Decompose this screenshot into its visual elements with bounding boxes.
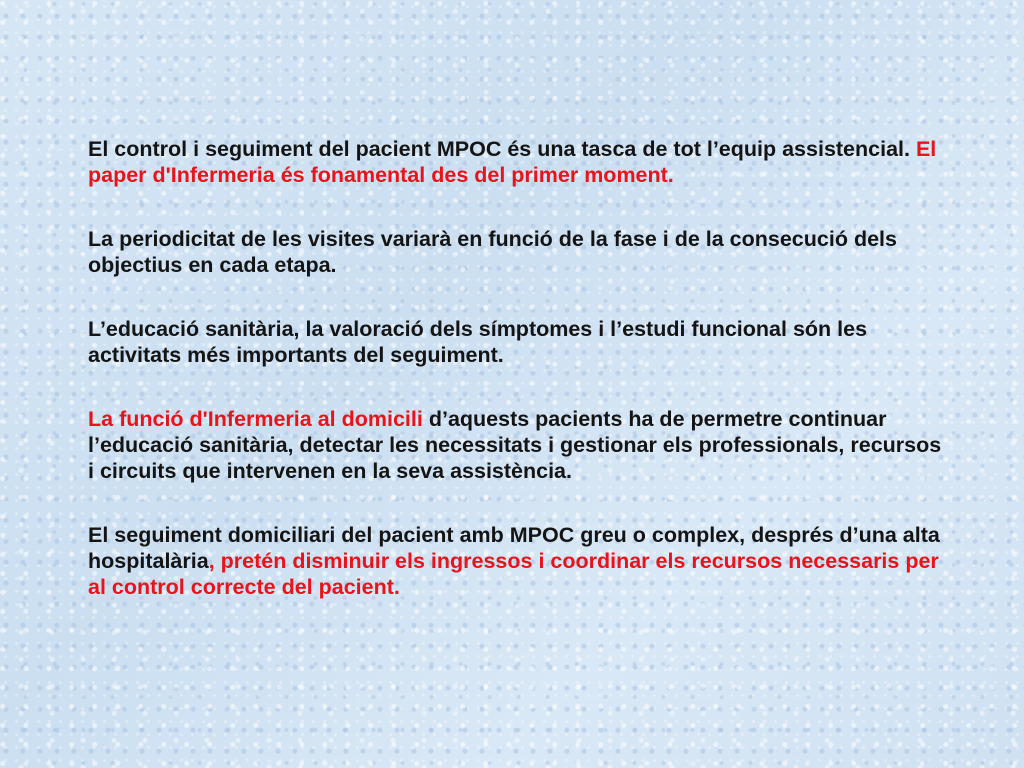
paragraph-3: [88, 316, 948, 368]
paragraph-5-highlight: , pretén disminuir els ingressos i coordinar els recursos necessaris per al control correcte del pacient.: [88, 549, 939, 599]
slide-content: [88, 136, 948, 638]
paragraph-5-text: El seguiment domiciliari del pacient amb MPOC greu o complex, després d’una alta hospitalària: [88, 523, 940, 573]
paragraph-4: [88, 406, 948, 484]
paragraph-4-text: d’aquests pacients ha de permetre continuar l’educació sanitària, detectar les necessitats i gestionar els professionals, recursos i circuits que intervenen en la seva assistència.: [88, 407, 942, 483]
paragraph-4-highlight: La funció d'Infermeria al domicili: [88, 407, 423, 431]
paragraph-3-text: L’educació sanitària, la valoració dels símptomes i l’estudi funcional són les activitats més importants del seguiment.: [88, 317, 868, 367]
paragraph-2: [88, 226, 948, 278]
paragraph-1-highlight: El paper d'Infermeria és fonamental des del primer moment.: [88, 137, 937, 187]
paragraph-1: [88, 136, 948, 188]
paragraph-1-text: El control i seguiment del pacient MPOC és una tasca de tot l’equip assistencial.: [88, 137, 916, 161]
paragraph-5: [88, 522, 948, 600]
paragraph-2-text: La periodicitat de les visites variarà en funció de la fase i de la consecució dels objectius en cada etapa.: [88, 227, 897, 277]
